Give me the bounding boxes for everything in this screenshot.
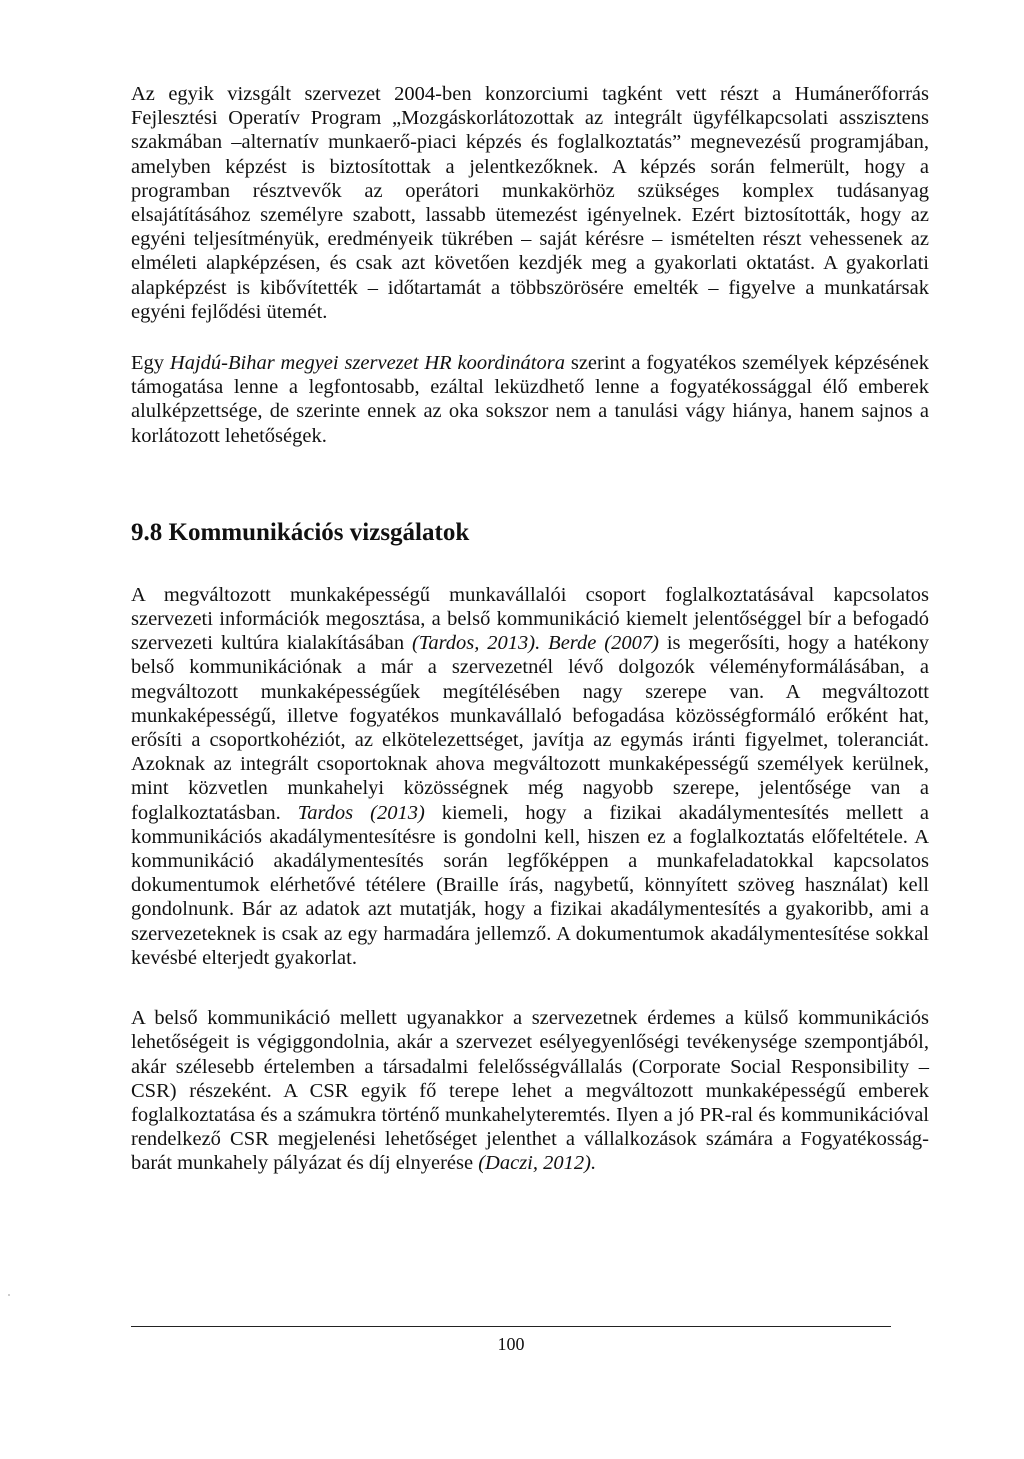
text-segment: Egy — [131, 352, 170, 375]
text-segment — [540, 632, 548, 654]
italic-text-segment: (Tardos, 2013). — [411, 632, 541, 655]
text-segment: is megerősíti, hogy a hatékony belső kommunikációnak a már a szervezetnél lévő dolgozók véleményformálásában, a megváltozott munkaképességűek megítélésében nagy szerepe van. A megváltozott munkaképességű, illetve fogyatékos munkavállaló befogadása közösségformáló erőként hat, erősíti a csoportkohéziót, az elkötelezettséget, javítja az egymás iránti figyelmet, toleranciát. Azoknak az integrált csoportoknak ahova megváltozott munkaképességű személyek kerülnek, mint közvetlen munkahelyi közösségnek még nagyobb szerepe, jelentősége van a foglalkoztatásban. — [131, 632, 930, 824]
text-segment: kiemeli, hogy a fizikai akadálymentesítés mellett a kommunikációs akadálymentesítésre is gondolni kell, hiszen ez a foglalkoztatás előfeltétele. A kommunikáció akadálymentesítés során legfőképpen a munkafeladatokkal kapcsolatos dokumentumok elérhetővé tétélere (Braille írás, nagybetű, könnyített szöveg használat) kell gondolnunk. Bár az adatok azt mutatják, hogy a fizikai akadálymentesítés a gyakoribb, ami a szervezeteknek is csak az egy harmadára jellemző. A dokumentumok akadálymentesítése sokkal kevésbé elterjedt gyakorlat. — [131, 801, 929, 969]
paragraph-hr-coordinator — [131, 351, 929, 448]
paragraph-external-communication — [131, 1006, 929, 1175]
text-segment: A belső kommunikáció mellett ugyanakkor a szervezetnek érdemes a külső kommunikációs lehetőségeit is végiggondolnia, akár a szervezet esélyegyenlőségi tevékenysége szempontjából, akár szélesebb értelemben a társadalmi felelősségvállalás (Corporate Social Responsibility – CSR) részeként. A CSR egyik fő terepe lehet a megváltozott munkaképességű emberek foglalkoztatása és a számukra történő munkahelyteremtés. Ilyen a jó PR-ral és kommunikációval rendelkező CSR megjelenési lehetőséget jelenthet a vállalkozások számára a Fogyatékosság-barát munkahely pályázat és díj elnyerése — [131, 1007, 929, 1175]
text-segment: A megváltozott munkaképességű munkavállalói csoport foglalkoztatásával kapcsolatos szervezeti információk megosztása, a belső kommunikáció kiemelt jelentőséggel bír a befogadó szervezeti kultúra kialakításában — [131, 583, 929, 655]
paragraph-internal-communication — [131, 583, 929, 970]
section-heading: 9.8 Kommunikációs vizsgálatok — [131, 518, 470, 546]
footer-rule — [131, 1326, 891, 1327]
italic-text-segment: Hajdú-Bihar megyei szervezet HR koordinátora — [169, 352, 565, 375]
text-segment: Az egyik vizsgált szervezet 2004-ben konzorciumi tagként vett részt a Humánerőforrás Fejlesztési Operatív Program „Mozgáskorlátozottak az integrált ügyfélkapcsolati asszisztens szakmában –alternatív munkaerő-piaci képzés és foglalkoztatás” megnevezésű programjában, amelyben képzést is biztosítottak a jelentkezőknek. A képzés során felmerült, hogy a programban résztvevők az operátori munkakörhöz szükséges komplex tudásanyag elsajátításához személyre szabott, lassabb ütemezést igényelnek. Ezért biztosították, hogy az egyéni teljesítményük, eredményeik tükrében – saját kérésre – ismételten részt vehessenek az elméleti alapképzésen, és csak azt követően kezdjék meg a gyakorlati oktatást. A gyakorlati alapképzést is kibővítették – időtartamát a többszörösére emelték – figyelve a munkatársak egyéni fejlődési ütemét. — [131, 83, 929, 323]
page-number: 100 — [497, 1334, 525, 1354]
scan-speck — [8, 1294, 10, 1296]
paragraph-consortium-training — [131, 82, 929, 324]
document-page — [131, 82, 929, 1176]
italic-text-segment: Berde (2007) — [548, 632, 659, 655]
italic-text-segment: (Daczi, 2012). — [478, 1152, 597, 1175]
italic-text-segment: Tardos (2013) — [297, 801, 425, 824]
text-segment: szerint a fogyatékos személyek képzésének támogatása lenne a legfontosabb, ezáltal leküzdhető lenne a fogyatékossággal élő emberek alulképzettsége, de szerinte ennek az oka sokszor nem a tanulási vágy hiánya, hanem sajnos a korlátozott lehetőségek. — [131, 352, 929, 447]
